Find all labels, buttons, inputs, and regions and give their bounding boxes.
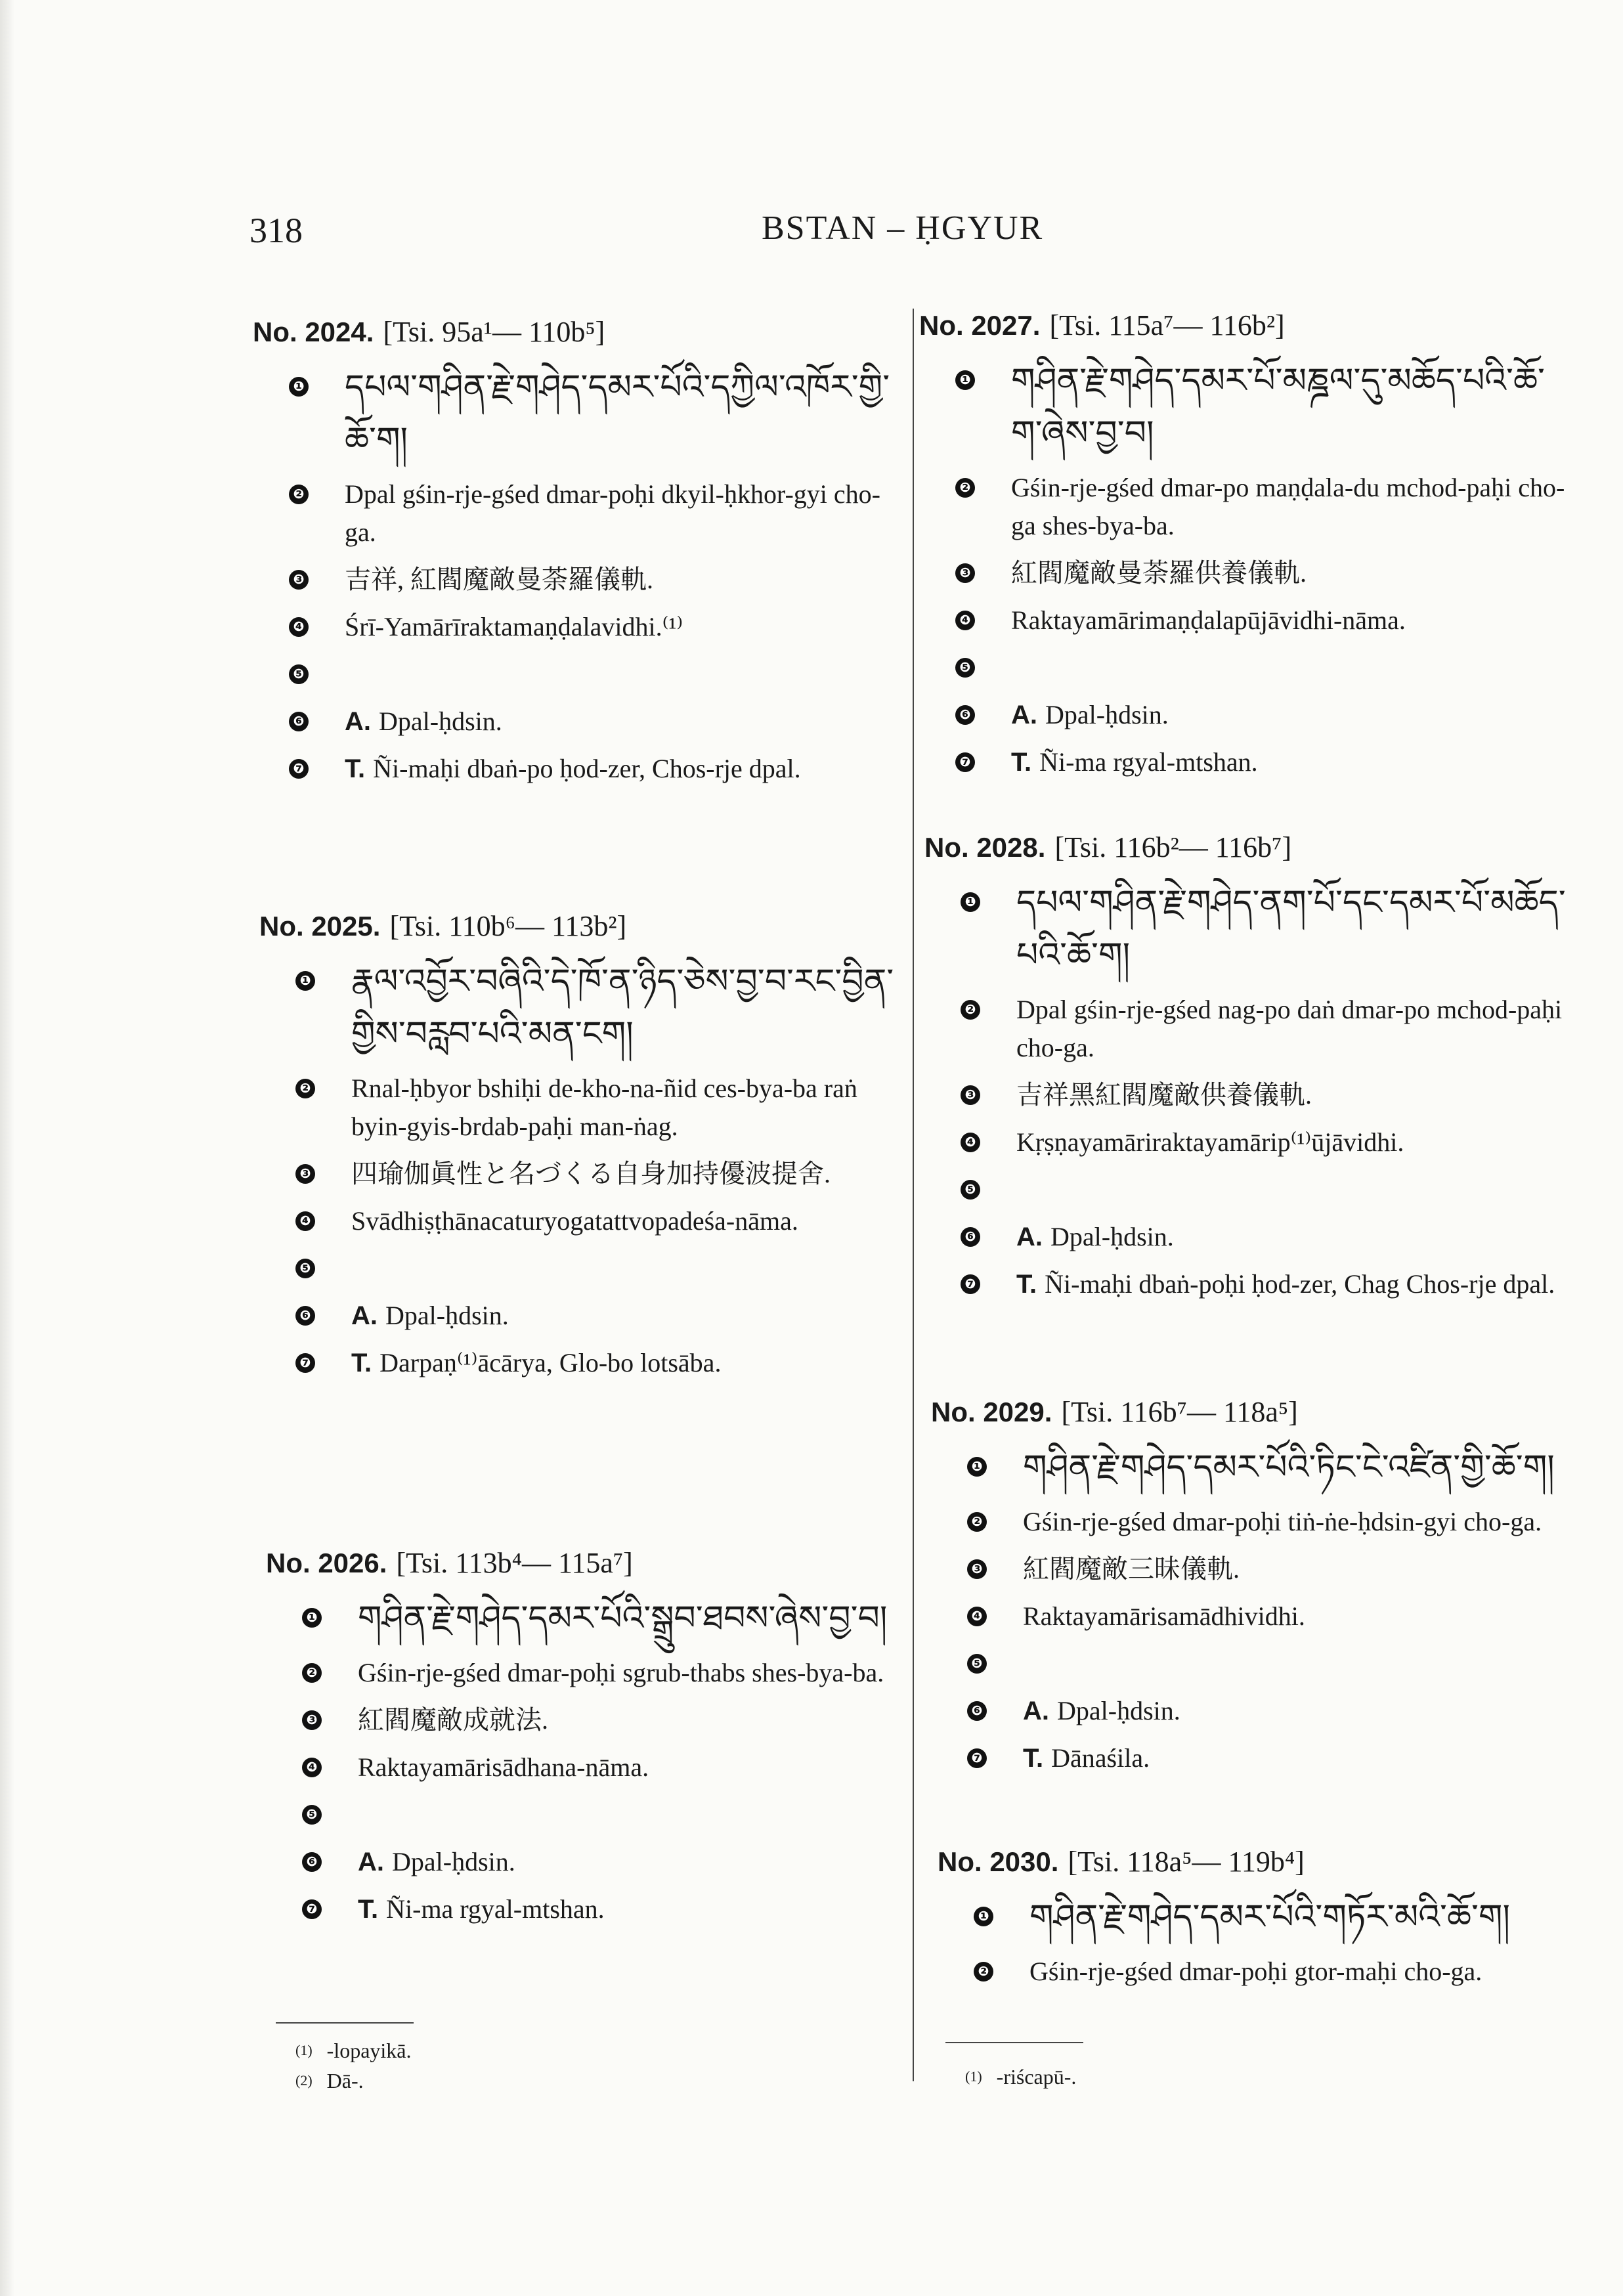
item-text: 四瑜伽眞性と名づくる自身加持優波提舍. <box>351 1159 831 1188</box>
item-text: Darpaṇ⁽¹⁾ācārya, Glo-bo lotsāba. <box>379 1348 722 1377</box>
item-label: A. <box>1023 1697 1049 1725</box>
entry-2025 <box>259 909 916 1391</box>
item-text: Raktayamārisamādhividhi. <box>1023 1601 1305 1631</box>
entry-item <box>938 1953 1594 1991</box>
footnote-mark: (2) <box>295 2072 313 2089</box>
footnote <box>965 2062 1076 2092</box>
item-number-badge: ❷ <box>289 485 309 504</box>
entry-item <box>266 1748 922 1787</box>
item-number-badge: ❶ <box>955 370 975 390</box>
entry-item <box>931 1739 1588 1777</box>
item-text: Dpal gśin-rje-gśed nag-po daṅ dmar-po mchod-paḥi cho-ga. <box>1016 995 1563 1062</box>
item-number-badge: ❷ <box>967 1512 987 1532</box>
footnotes-left <box>295 2035 412 2096</box>
entry-header <box>931 1395 1588 1441</box>
entry-item <box>266 1796 922 1834</box>
item-text: Dpal-ḥdsin. <box>1057 1696 1180 1725</box>
item-text: 紅閻魔敵三昧儀軌. <box>1023 1554 1240 1584</box>
item-number-badge: ❶ <box>289 377 309 397</box>
item-label: A. <box>1011 701 1037 729</box>
entry-item <box>253 561 909 599</box>
entry-number: No. 2024. <box>253 316 374 347</box>
entry-item <box>924 991 1581 1067</box>
entry-item <box>259 1297 916 1335</box>
item-text: དཔལ་གཤིན་རྗེ་གཤེད་ནག་པོ་དང་དམར་པོ་མཆོད་པའི་ཆོ་ག། <box>1016 883 1566 975</box>
entry-item <box>253 608 909 646</box>
item-text: Raktayamārimaṇḍalapūjāvidhi-nāma. <box>1011 605 1406 635</box>
entry-item <box>924 1123 1581 1161</box>
item-number-badge: ❹ <box>955 611 975 630</box>
entry-item <box>259 1202 916 1240</box>
entry-item <box>259 1155 916 1193</box>
item-number-badge: ❺ <box>295 1259 315 1278</box>
entry-item <box>919 554 1576 592</box>
running-head: BSTAN – ḤGYUR <box>762 209 1044 247</box>
footnote-text: -riścapū-. <box>996 2065 1077 2089</box>
item-text: Ñi-maḥi dbaṅ-po ḥod-zer, Chos-rje dpal. <box>373 754 801 783</box>
item-number-badge: ❺ <box>961 1180 980 1200</box>
entry-2028 <box>924 831 1581 1312</box>
item-number-badge: ❹ <box>967 1607 987 1626</box>
entry-number: No. 2028. <box>924 832 1046 863</box>
entry-item <box>931 1597 1588 1635</box>
footnote-rule-right <box>945 2042 1083 2043</box>
item-number-badge: ❻ <box>295 1306 315 1326</box>
item-text: Raktayamārisādhana-nāma. <box>358 1752 649 1782</box>
entry-reference: [Tsi. 118a⁵— 119b⁴] <box>1068 1846 1305 1878</box>
footnote-mark: (1) <box>295 2042 313 2058</box>
item-text: 吉祥, 紅閻魔敵曼荼羅儀軌. <box>345 565 653 594</box>
item-number-badge: ❶ <box>974 1907 993 1926</box>
item-number-badge: ❷ <box>961 1000 980 1020</box>
entry-item <box>931 1503 1588 1541</box>
item-number-badge: ❺ <box>955 658 975 678</box>
entry-item <box>924 1076 1581 1114</box>
entry-item <box>931 1441 1588 1494</box>
item-number-badge: ❹ <box>295 1211 315 1231</box>
entry-reference: [Tsi. 113b⁴— 115a⁷] <box>396 1547 633 1579</box>
item-label: T. <box>1016 1270 1037 1299</box>
item-text: གཤིན་རྗེ་གཤེད་དམར་པོའི་སྒྲུབ་ཐབས་ཞེས་བྱ་བ། <box>358 1599 888 1638</box>
entry-item <box>266 1890 922 1928</box>
item-number-badge: ❺ <box>289 664 309 684</box>
page-number: 318 <box>249 211 303 250</box>
footnote-rule-left <box>276 2022 414 2024</box>
entry-header <box>266 1546 922 1592</box>
item-number-badge: ❻ <box>289 712 309 731</box>
item-text: གཤིན་རྗེ་གཤེད་དམར་པོའི་གཏོར་མའི་ཆོ་ག། <box>1029 1897 1511 1937</box>
footnote-text: Dā-. <box>326 2069 364 2092</box>
entry-item <box>924 1265 1581 1303</box>
item-number-badge: ❷ <box>295 1079 315 1098</box>
entry-reference: [Tsi. 116b⁷— 118a⁵] <box>1061 1396 1298 1428</box>
entry-item <box>919 601 1576 639</box>
scan-edge <box>0 0 14 2296</box>
entry-number: No. 2027. <box>919 310 1041 341</box>
entry-item <box>931 1550 1588 1588</box>
entry-item <box>266 1592 922 1645</box>
entry-header <box>919 309 1576 355</box>
item-number-badge: ❷ <box>974 1962 993 1982</box>
item-number-badge: ❺ <box>302 1805 322 1825</box>
item-number-badge: ❶ <box>302 1608 322 1628</box>
entry-2027 <box>919 309 1576 791</box>
entry-reference: [Tsi. 116b²— 116b⁷] <box>1054 831 1292 863</box>
entry-header <box>924 831 1581 877</box>
entry-item <box>253 655 909 693</box>
entry-item <box>938 1891 1594 1943</box>
entry-item <box>253 750 909 788</box>
entry-item <box>259 1070 916 1146</box>
item-label: A. <box>358 1848 384 1876</box>
entry-reference: [Tsi. 110b⁶— 113b²] <box>389 910 627 942</box>
entry-item <box>919 649 1576 687</box>
entry-number: No. 2026. <box>266 1548 387 1578</box>
entry-number: No. 2030. <box>938 1846 1059 1877</box>
item-text: Dpal-ḥdsin. <box>385 1301 509 1330</box>
footnote <box>295 2066 412 2096</box>
item-number-badge: ❻ <box>955 705 975 725</box>
entry-header <box>938 1845 1594 1891</box>
item-text: གཤིན་རྗེ་གཤེད་དམར་པོ་མཎྜལ་དུ་མཆོད་པའི་ཆོ་ག་ཞེས་བྱ་བ། <box>1011 361 1545 453</box>
footnote-mark: (1) <box>965 2068 982 2085</box>
item-number-badge: ❼ <box>967 1748 987 1768</box>
entry-item <box>253 361 909 466</box>
item-number-badge: ❶ <box>967 1457 987 1477</box>
entry-item <box>259 1344 916 1382</box>
item-number-badge: ❼ <box>302 1899 322 1919</box>
item-text: Kṛṣṇayamāriraktayamārip⁽¹⁾ūjāvidhi. <box>1016 1127 1404 1157</box>
item-text: Dpal gśin-rje-gśed dmar-poḥi dkyil-ḥkhor-gyi cho-ga. <box>345 479 880 547</box>
item-number-badge: ❶ <box>295 971 315 991</box>
item-number-badge: ❼ <box>295 1353 315 1373</box>
entry-header <box>253 315 909 361</box>
item-text: དཔལ་གཤིན་རྗེ་གཤེད་དམར་པོའི་དཀྱིལ་འཁོར་གྱི་ཆོ་ག། <box>345 368 890 460</box>
item-text: 吉祥黑紅閻魔敵供養儀軌. <box>1016 1080 1312 1110</box>
footnote <box>295 2035 412 2066</box>
entry-reference: [Tsi. 95a¹— 110b⁵] <box>383 316 605 348</box>
entry-item <box>919 696 1576 734</box>
entry-item <box>924 1218 1581 1256</box>
entry-number: No. 2025. <box>259 911 381 942</box>
entry-2029 <box>931 1395 1588 1787</box>
entry-item <box>259 955 916 1060</box>
item-number-badge: ❶ <box>961 892 980 912</box>
item-number-badge: ❼ <box>289 759 309 779</box>
item-number-badge: ❹ <box>289 617 309 637</box>
item-number-badge: ❸ <box>289 570 309 590</box>
item-text: Svādhiṣṭhānacaturyogatattvopadeśa-nāma. <box>351 1206 798 1236</box>
item-label: T. <box>345 754 366 783</box>
entry-2024 <box>253 315 909 797</box>
entry-2030 <box>938 1845 1594 2000</box>
item-number-badge: ❹ <box>302 1758 322 1777</box>
entry-item <box>924 877 1581 982</box>
item-text: Ñi-ma rgyal-mtshan. <box>1039 747 1258 777</box>
item-text: Dpal-ḥdsin. <box>392 1847 515 1876</box>
item-number-badge: ❻ <box>967 1701 987 1721</box>
item-text: གཤིན་རྗེ་གཤེད་དམར་པོའི་ཏིང་ངེ་འཛིན་གྱི་ཆོ་ག། <box>1023 1448 1555 1487</box>
item-number-badge: ❷ <box>955 478 975 498</box>
item-text: Dpal-ḥdsin. <box>1050 1222 1174 1251</box>
entry-item <box>253 475 909 552</box>
entry-item <box>266 1701 922 1739</box>
item-text: 紅閻魔敵曼荼羅供養儀軌. <box>1011 558 1307 588</box>
item-text: Rnal-ḥbyor bshiḥi de-kho-na-ñid ces-bya-ba raṅ byin-gyis-brdab-paḥi man-ṅag. <box>351 1073 857 1141</box>
item-text: Dānaśila. <box>1051 1743 1150 1773</box>
item-number-badge: ❷ <box>302 1663 322 1683</box>
item-text: Gśin-rje-gśed dmar-poḥi tiṅ-ṅe-ḥdsin-gyi cho-ga. <box>1023 1507 1542 1536</box>
footnotes-right <box>965 2062 1076 2092</box>
item-text: Dpal-ḥdsin. <box>379 706 502 736</box>
item-text: Ñi-maḥi dbaṅ-poḥi ḥod-zer, Chag Chos-rje dpal. <box>1045 1269 1555 1299</box>
entry-item <box>919 469 1576 545</box>
entry-item <box>931 1645 1588 1683</box>
item-text: རྣལ་འབྱོར་བཞིའི་དེ་ཁོ་ན་ཉིད་ཅེས་བྱ་བ་རང་བྱིན་གྱིས་བརླབ་པའི་མན་ངག། <box>351 962 894 1054</box>
item-text: Dpal-ḥdsin. <box>1045 700 1169 729</box>
item-number-badge: ❼ <box>961 1274 980 1294</box>
item-number-badge: ❹ <box>961 1133 980 1152</box>
entry-2026 <box>266 1546 922 1938</box>
item-text: Ñi-ma rgyal-mtshan. <box>386 1894 605 1924</box>
item-text: Gśin-rje-gśed dmar-po maṇḍala-du mchod-paḥi cho-ga shes-bya-ba. <box>1011 473 1565 540</box>
item-number-badge: ❸ <box>961 1085 980 1105</box>
entry-reference: [Tsi. 115a⁷— 116b²] <box>1049 309 1285 341</box>
item-label: T. <box>1023 1744 1044 1773</box>
entry-item <box>919 355 1576 460</box>
item-number-badge: ❼ <box>955 752 975 772</box>
item-label: T. <box>358 1895 379 1924</box>
entry-item <box>266 1843 922 1881</box>
item-text: Śrī-Yamārīraktamaṇḍalavidhi.⁽¹⁾ <box>345 612 683 641</box>
item-label: T. <box>351 1349 372 1377</box>
item-number-badge: ❻ <box>961 1227 980 1247</box>
item-number-badge: ❺ <box>967 1654 987 1674</box>
item-label: A. <box>351 1301 378 1330</box>
entry-item <box>259 1249 916 1288</box>
item-text: Gśin-rje-gśed dmar-poḥi sgrub-thabs shes-bya-ba. <box>358 1658 884 1687</box>
item-number-badge: ❸ <box>955 563 975 583</box>
item-label: T. <box>1011 748 1032 777</box>
entry-item <box>919 743 1576 781</box>
item-label: A. <box>1016 1223 1043 1251</box>
item-number-badge: ❻ <box>302 1852 322 1872</box>
item-number-badge: ❸ <box>302 1710 322 1730</box>
item-label: A. <box>345 707 371 736</box>
item-number-badge: ❸ <box>295 1164 315 1184</box>
item-text: Gśin-rje-gśed dmar-poḥi gtor-maḥi cho-ga. <box>1029 1957 1482 1986</box>
entry-item <box>931 1692 1588 1730</box>
entry-item <box>253 703 909 741</box>
entry-item <box>924 1171 1581 1209</box>
footnote-text: -lopayikā. <box>326 2039 412 2062</box>
entry-number: No. 2029. <box>931 1397 1052 1427</box>
entry-header <box>259 909 916 955</box>
item-number-badge: ❸ <box>967 1559 987 1579</box>
entry-item <box>266 1654 922 1692</box>
item-text: 紅閻魔敵成就法. <box>358 1705 548 1735</box>
